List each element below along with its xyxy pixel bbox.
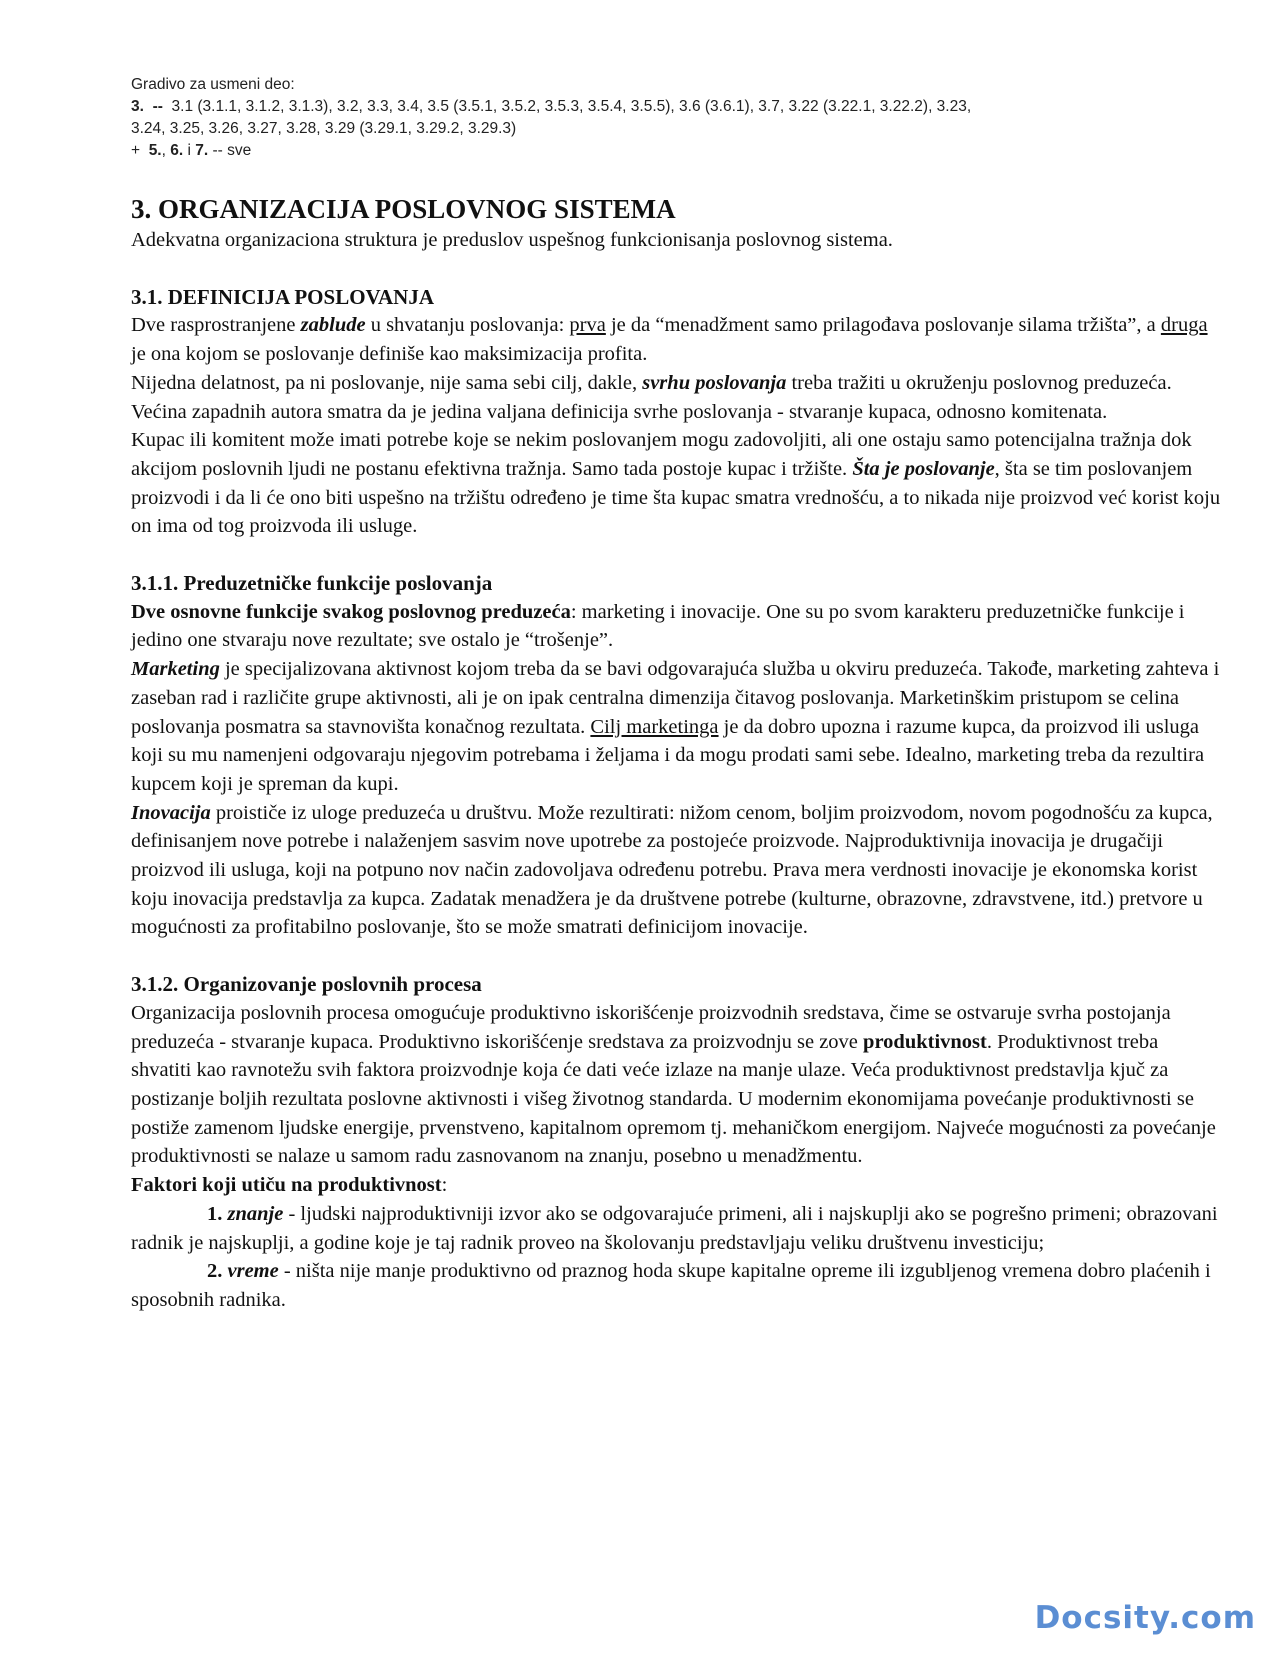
text: je ona kojom se poslovanje definiše kao maksimizacija profita.	[131, 343, 648, 366]
paragraph	[131, 426, 1221, 541]
header-line-2	[131, 96, 1221, 118]
section-list: 3.1 (3.1.1, 3.1.2, 3.1.3), 3.2, 3.3, 3.4, 3.5 (3.5.1, 3.5.2, 3.5.3, 3.5.4, 3.5.5), 3.6 (3.6.1), 3.7, 3.22 (3.22.1, 3.22.2), 3.23,	[171, 98, 972, 115]
text: u shvatanju poslovanja:	[365, 314, 570, 337]
factor-item	[131, 1200, 1221, 1257]
text: - ništa nije manje produktivno od praznog hoda skupe kapitalne opreme ili izgubljenog vremena dobro plaćenih i sposobnih radnika.	[131, 1260, 1211, 1311]
paragraph	[131, 311, 1221, 368]
emphasis: Šta je poslovanje	[852, 457, 995, 480]
text: : marketing i inovacije. One su po svom karakteru preduzetničke funkcije i jedino one stvaraju nove rezultate; sve ostalo je “trošenje”.	[131, 600, 1185, 652]
paragraph	[131, 999, 1221, 1171]
text: je da “menadžment samo prilagođava poslovanje silama tržišta”, a	[605, 314, 1161, 337]
chapter-7: 7.	[195, 142, 209, 159]
underlined-term: prva	[569, 314, 606, 337]
item-number: 1.	[207, 1202, 223, 1225]
section-3-1-2-title: 3.1.2. Organizovanje poslovnih procesa	[131, 972, 482, 997]
text: , šta se tim poslovanjem proizvodi i da li će ono biti uspešno na tržištu određeno je time šta kupac smatra vrednošću, a to nikada nije proizvod već korist koju on ima od tog proizvoda ili usluge.	[131, 457, 1221, 538]
item-number: 2.	[207, 1260, 223, 1283]
text: Kupac ili komitent može imati potrebe koje se nekim poslovanjem mogu zadovoljiti, ali one ostaju samo potencijalna tražnja dok akcijom poslovnih ljudi ne postanu efektivna tražnja. Samo tada postoje kupac i tržište.	[131, 429, 1192, 480]
header-line-3: 3.24, 3.25, 3.26, 3.27, 3.28, 3.29 (3.29.1, 3.29.2, 3.29.3)	[131, 120, 517, 137]
header-line-4	[131, 140, 1221, 162]
bold-term: Dve osnovne funkcije svakog poslovnog preduzeća	[131, 600, 571, 623]
bold-term: Faktori koji utiču na produktivnost	[131, 1174, 442, 1197]
docsity-watermark[interactable]: Docsity.com	[1034, 1600, 1256, 1636]
document-page	[131, 74, 1221, 1315]
emphasis: zablude	[300, 314, 366, 337]
dash: --	[152, 98, 163, 115]
chapter-5: 5.	[148, 142, 162, 159]
emphasis: znanje	[227, 1202, 284, 1225]
bold-term: produktivnost	[863, 1030, 987, 1053]
text: Nijedna delatnost, pa ni poslovanje, nije sama sebi cilj, dakle,	[131, 371, 643, 394]
paragraph	[131, 799, 1221, 943]
chapter-6: 6.	[170, 142, 184, 159]
sep: ,	[161, 142, 171, 159]
emphasis: Inovacija	[131, 801, 211, 824]
paragraph	[131, 369, 1221, 426]
underlined-term: Cilj marketinga	[590, 715, 719, 738]
all-label: -- sve	[208, 142, 252, 159]
section-3-1-1-title: 3.1.1. Preduzetničke funkcije poslovanja	[131, 571, 493, 596]
section-3-intro: Adekvatna organizaciona struktura je preduslov uspešnog funkcionisanja poslovnog sistema.	[131, 229, 893, 251]
text: :	[441, 1174, 448, 1197]
plus-sign: +	[131, 142, 141, 159]
text: Dve rasprostranjene	[131, 314, 301, 337]
text: je da dobro upozna i razume kupca, da proizvod ili usluga koji su mu namenjeni odgovaraju njegovim potrebama i željama i da mogu prodati sami sebe. Idealno, marketing treba da rezultira kupcem koji je spreman da kupi.	[131, 715, 1205, 795]
underlined-term: druga	[1160, 314, 1208, 337]
text: Organizacija poslovnih procesa omogućuje produktivno iskorišćenje proizvodnih sredstava, čime se ostvaruje svrha postojanja preduzeća - stvaranje kupaca. Produktivno iskorišćenje sredstava za proizvodnju se zove	[131, 1001, 1171, 1053]
section-3-title: 3. ORGANIZACIJA POSLOVNOG SISTEMA	[131, 194, 676, 224]
study-material-header	[131, 74, 1221, 162]
text: treba tražiti u okruženju poslovnog preduzeća. Većina zapadnih autora smatra da je jedina valjana definicija svrhe poslovanja - stvaranje kupaca, odnosno komitenata.	[131, 371, 1172, 423]
chapter-number: 3.	[131, 98, 144, 115]
section-3-1-title: 3.1. DEFINICIJA POSLOVANJA	[131, 284, 434, 309]
paragraph	[131, 598, 1221, 655]
text: - ljudski najproduktivniji izvor ako se odgovarajuće primeni, ali i najskuplji ako se pogrešno primeni; obrazovani radnik je najskuplji, a godine koje je taj radnik proveo na školovanju predstavljaju veliku društvenu investiciju;	[131, 1202, 1218, 1254]
header-line-1: Gradivo za usmeni deo:	[131, 76, 295, 93]
factors-heading	[131, 1171, 1221, 1200]
text: . Produktivnost treba shvatiti kao ravnotežu svih faktora proizvodnje koja će dati veće izlaze na manje ulaze. Veća produktivnost predstavlja kjuč za postizanje boljih rezultata poslovne aktivnosti i višeg životnog standarda. U modernim ekonomijama povećanje produktivnosti se postiže zamenom ljudske energije, prvenstveno, kapitalnom opremom tj. mehaničkom energijom. Najveće mogućnosti za povećanje produktivnosti se nalaze u samom radu zasnovanom na znanju, posebno u menadžmentu.	[131, 1030, 1216, 1168]
conjunction: i	[183, 142, 196, 159]
emphasis: svrhu poslovanja	[642, 371, 787, 394]
text: je specijalizovana aktivnost kojom treba da se bavi odgovarajuća služba u okviru preduzeća. Takođe, marketing zahteva i zaseban rad i različite grupe aktivnosti, ali je on ipak centralna dimenzija čitavog poslovanja. Marketinškim pristupom se celina poslovanja posmatra sa stavnovišta konačnog rezultata.	[131, 658, 1220, 738]
emphasis: vreme	[227, 1260, 279, 1283]
emphasis: Marketing	[131, 658, 220, 681]
factor-item	[131, 1257, 1221, 1314]
text: proističe iz uloge preduzeća u društvu. Može rezultirati: nižom cenom, boljim proizvodom, novom pogodnošću za kupca, definisanjem nove potrebe i nalaženjem sasvim nove upotrebe za postojeće proizvode. Najproduktivnija inovacija je drugačiji proizvod ili usluga, koji na potpuno nov način zadovoljava određenu potrebu. Prava mera verdnosti inovacije je ekonomska korist koju inovacija predstavlja za kupca. Zadatak menadžera je da društvene potrebe (kulturne, obrazovne, zdravstvene, itd.) pretvore u mogućnosti za profitabilno poslovanje, što se može smatrati definicijom inovacije.	[131, 801, 1213, 939]
paragraph	[131, 655, 1221, 799]
